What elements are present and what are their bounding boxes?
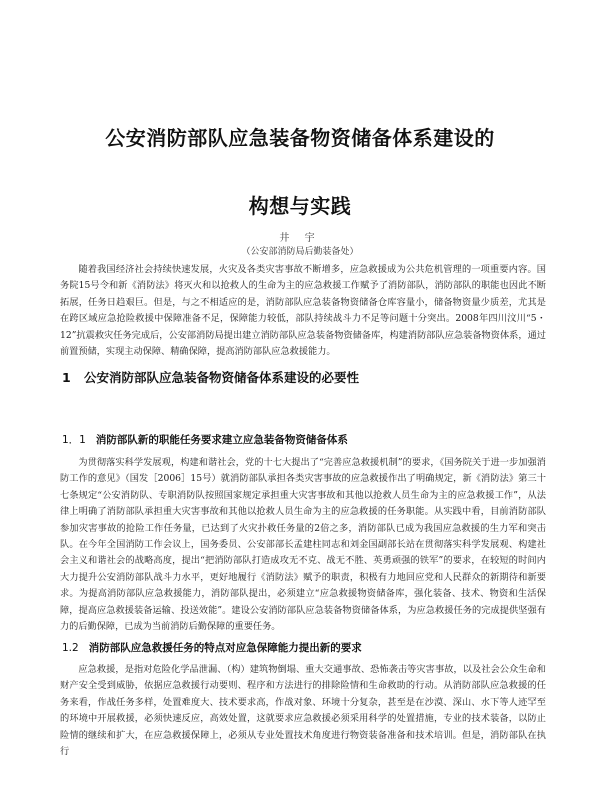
section-1-2-number: 1.2 xyxy=(62,642,79,654)
section-1-1-number: 1．1 xyxy=(62,434,86,446)
section-1-2-heading xyxy=(62,640,362,655)
section-1-title: 公安消防部队应急装备物资储备体系建设的必要性 xyxy=(84,370,360,385)
section-1-1-body: 为贯彻落实科学发展观，构建和谐社会，党的十七大提出了“完善应急救援机制”的要求，《国务院关于进一步加强消防工作的意见》（国发［2006］15号）就消防部队承担各类灾害事故的应急救援作出了明确规定，新《消防法》第三十七条规定“公安消防队、专职消防队按照国家规定承担重大灾害事故和其他以抢救人员生命为主的应急救援工作”，从法律上明确了消防部队承担重大灾害事故和其他以抢救人员生命为主的应急救援的任务职能。从实践中看，目前消防部队参加灾害事故的抢险工作任务量，已达到了火灾扑救任务量的2倍之多，消防部队已成为我国应急救援的生力军和突击队。在今年全国消防工作会议上，国务委员、公安部部长孟建柱同志和刘金国副部长站在贯彻落实科学发展观、构建社会主义和谐社会的战略高度，提出“把消防部队打造成攻无不克、战无不胜、英勇顽强的铁军”的要求，在较短的时间内大力提升公安消防部队战斗力水平，更好地履行《消防法》赋予的职责，积极有力地回应党和人民群众的新期待和新要求。为提高消防部队应急救援能力，消防部队提出，必须建立“应急救援物资储备库，强化装备、技术、物资和生活保障，提高应急救援装备运输、投送效能”。建设公安消防部队应急装备物资储备体系，为应急救援任务的完成提供坚强有力的后勤保障，已成为当前消防后勤保障的重要任务。 xyxy=(60,457,546,633)
section-1-heading xyxy=(62,368,359,386)
section-1-1-title: 消防部队新的职能任务要求建立应急装备物资储备体系 xyxy=(95,434,348,446)
paper-title-line-2: 构想与实践 xyxy=(248,194,352,218)
section-1-2-title: 消防部队应急救援任务的特点对应急保障能力提出新的要求 xyxy=(88,642,362,654)
paper-title-line-1: 公安消防部队应急装备物资储备体系建设的 xyxy=(105,126,495,150)
section-1-1-heading xyxy=(62,432,348,447)
author-name: 井 宇 xyxy=(279,233,321,244)
abstract-paragraph: 随着我国经济社会持续快速发展，火灾及各类灾害事故不断增多，应急救援成为公共危机管理的一项重要内容。国务院15号令和新《消防法》将灭火和以抢救人的生命为主的应急救援工作赋予了消防部队，消防部队的职能也因此不断拓展，任务日趋艰巨。但是，与之不相适应的是，消防部队应急装备物资储备仓库容量小，储备物资量少质差，尤其是在跨区域应急抢险救援中保障准备不足，保障能力较低，部队持续战斗力不足等问题十分突出。2008年四川汶川“5・12”抗震救灾任务完成后，公安部消防局提出建立消防部队应急装备物资储备库，构建消防部队应急装备物资体系，通过前置预储，实现主动保障、精确保障，提高消防部队应急救援能力。 xyxy=(60,264,546,358)
author-affiliation: （公安部消防局后勤装备处） xyxy=(241,247,359,257)
section-1-2-body: 应急救援，是指对危险化学品泄漏、（构）建筑物倒塌、重大交通事故、恐怖袭击等灾害事故，以及社会公众生命和财产安全受到威胁，依据应急救援行动要则、程序和方法进行的排除险情和生命救助的行动。从消防部队应急救援的任务来看，作战任务多样，处置难度大、技术要求高，作战对象、环境十分复杂，甚至是在沙漠、深山、水下等人迹罕至的环境中开展救援，必须快速反应，高效处置，这就要求应急救援必须采用科学的处置措施，专业的技术装备，以防止险情的继续和扩大，在应急救援保障上，必须从专业处置技术角度进行物资装备准备和技术培训。但是，消防部队在执行 xyxy=(60,664,546,758)
section-1-number: 1 xyxy=(62,370,71,385)
